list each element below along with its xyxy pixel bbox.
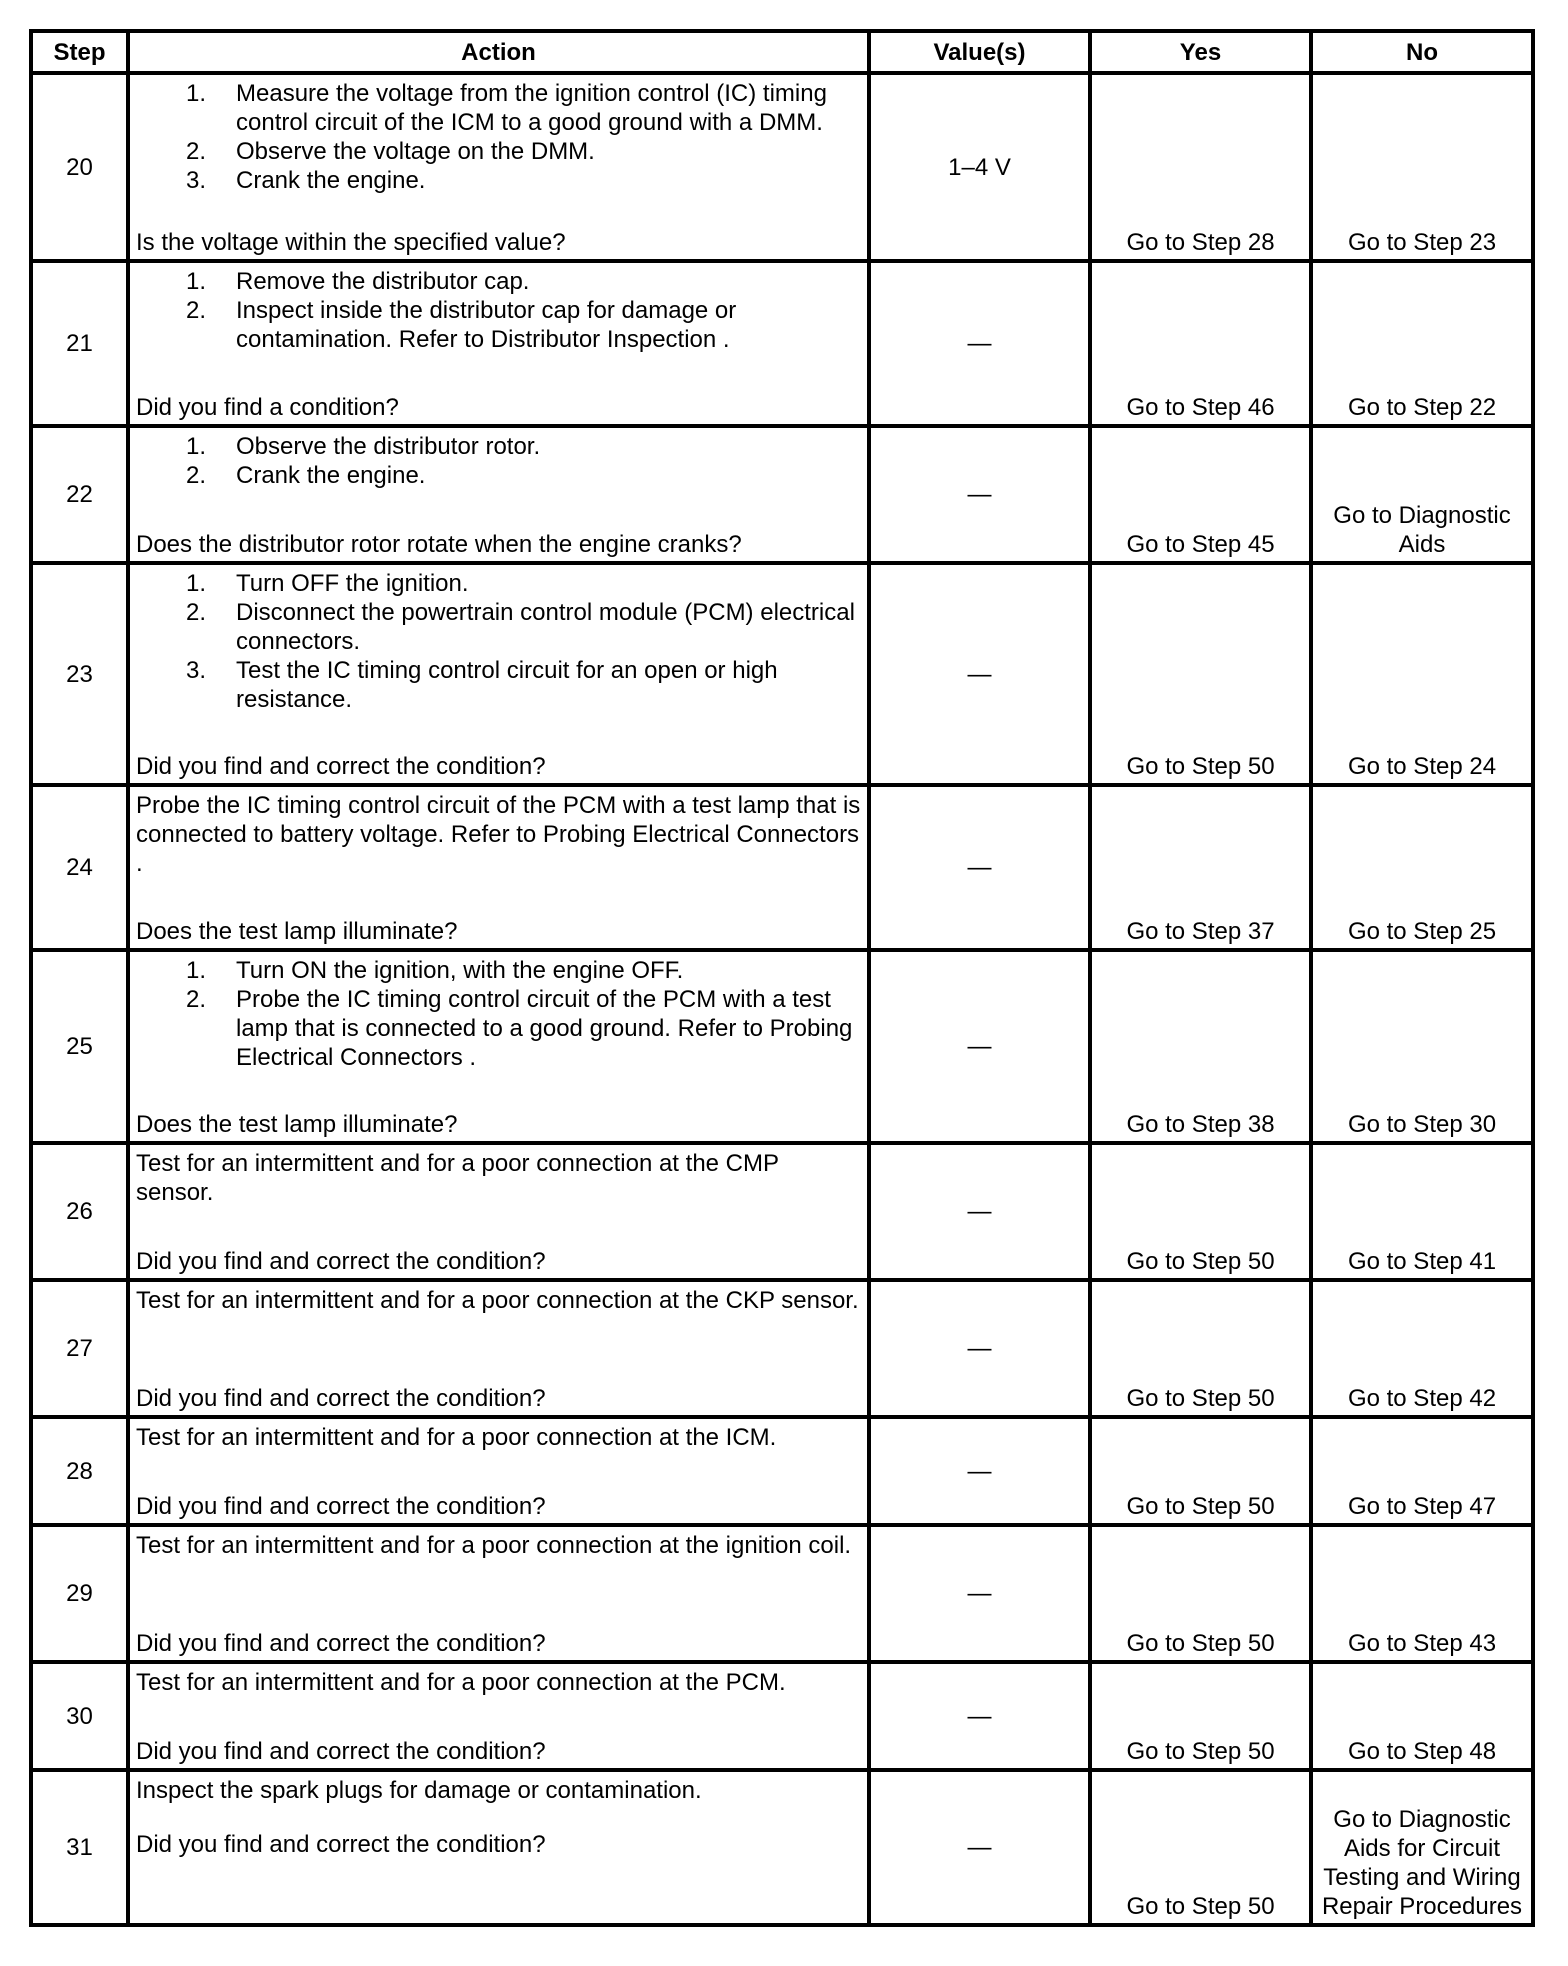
- action-question: Did you find and correct the condition?: [136, 753, 546, 780]
- action-question: Did you find and correct the condition?: [136, 1248, 546, 1275]
- action-cell: [128, 261, 869, 426]
- instruction-text: Turn OFF the ignition.: [236, 570, 469, 597]
- action-content: [130, 787, 867, 948]
- action-content: [130, 1282, 867, 1415]
- value-cell: —: [869, 1525, 1090, 1662]
- no-cell: Go to Step 41: [1311, 1143, 1533, 1280]
- instruction-item: [136, 985, 861, 1072]
- action-question: Did you find and correct the condition?: [136, 1831, 546, 1858]
- instruction-text: Test for an intermittent and for a poor connection at the ICM.: [136, 1424, 777, 1451]
- no-cell: Go to Diagnostic Aids: [1311, 426, 1533, 563]
- instruction-number: 3.: [186, 167, 207, 194]
- no-cell: Go to Step 48: [1311, 1662, 1533, 1770]
- instruction-text: Test for an intermittent and for a poor connection at the ignition coil.: [136, 1532, 852, 1559]
- value-cell: —: [869, 785, 1090, 950]
- instruction-text: Observe the distributor rotor.: [236, 433, 541, 460]
- action-cell: [128, 1525, 869, 1662]
- action-question: Did you find a condition?: [136, 394, 399, 421]
- yes-cell: Go to Step 28: [1090, 73, 1311, 261]
- value-cell: —: [869, 950, 1090, 1143]
- instruction-text: Inspect the spark plugs for damage or contamination.: [136, 1777, 702, 1804]
- no-cell: Go to Step 23: [1311, 73, 1533, 261]
- step-number: 23: [31, 563, 128, 785]
- instruction-text: Probe the IC timing control circuit of the PCM with a test lamp that is connected to a good ground. Refer to Probing Electrical Connectors .: [236, 986, 853, 1071]
- instruction-text: Measure the voltage from the ignition control (IC) timing control circuit of the ICM to a good ground with a DMM.: [236, 80, 827, 136]
- value-cell: —: [869, 1280, 1090, 1417]
- instruction-text: Disconnect the powertrain control module (PCM) electrical connectors.: [236, 599, 855, 655]
- value-cell: —: [869, 1417, 1090, 1525]
- action-question: Is the voltage within the specified value?: [136, 229, 566, 256]
- instruction-list: [136, 956, 861, 1072]
- action-instructions: [136, 956, 861, 1072]
- table-row: [31, 73, 1533, 261]
- instruction-text: Inspect inside the distributor cap for damage or contamination. Refer to Distributor Inspection .: [236, 297, 737, 353]
- no-cell: Go to Step 42: [1311, 1280, 1533, 1417]
- diagnostic-table: [29, 29, 1535, 1927]
- header-action: Action: [128, 31, 869, 73]
- instruction-text: Remove the distributor cap.: [236, 268, 530, 295]
- action-instructions: [136, 1531, 861, 1560]
- table-row: [31, 1525, 1533, 1662]
- instruction-number: 1.: [186, 80, 207, 107]
- yes-cell: Go to Step 38: [1090, 950, 1311, 1143]
- action-content: [130, 263, 867, 424]
- instruction-item: [136, 296, 861, 354]
- action-content: [130, 952, 867, 1141]
- yes-cell: Go to Step 50: [1090, 1662, 1311, 1770]
- table-body: [31, 73, 1533, 1925]
- action-instructions: [136, 791, 861, 878]
- action-instructions: [136, 432, 861, 490]
- no-cell: Go to Step 30: [1311, 950, 1533, 1143]
- action-instructions: [136, 1286, 861, 1315]
- instruction-item: [136, 79, 861, 137]
- instruction-number: 1.: [186, 957, 207, 984]
- action-instructions: [136, 267, 861, 354]
- value-cell: —: [869, 426, 1090, 563]
- instruction-item: [136, 598, 861, 656]
- no-cell: Go to Step 24: [1311, 563, 1533, 785]
- action-instructions: [136, 1423, 861, 1452]
- action-instructions: [136, 1668, 861, 1697]
- header-step: Step: [31, 31, 128, 73]
- instruction-text: Crank the engine.: [236, 167, 426, 194]
- yes-cell: Go to Step 50: [1090, 1525, 1311, 1662]
- instruction-item: [136, 956, 861, 985]
- action-question: Did you find and correct the condition?: [136, 1385, 546, 1412]
- instruction-list: [136, 569, 861, 714]
- table-row: [31, 1143, 1533, 1280]
- action-content: [130, 1664, 867, 1768]
- no-cell: Go to Diagnostic Aids for Circuit Testing and Wiring Repair Procedures: [1311, 1770, 1533, 1925]
- instruction-item: [136, 267, 861, 296]
- instruction-text: Test for an intermittent and for a poor connection at the CMP sensor.: [136, 1150, 779, 1206]
- header-row: [31, 31, 1533, 73]
- action-question: Does the test lamp illuminate?: [136, 918, 458, 945]
- action-cell: [128, 1417, 869, 1525]
- instruction-item: [136, 461, 861, 490]
- table-row: [31, 426, 1533, 563]
- instruction-number: 2.: [186, 297, 207, 324]
- table-row: [31, 1280, 1533, 1417]
- instruction-number: 1.: [186, 570, 207, 597]
- instruction-text: Observe the voltage on the DMM.: [236, 138, 595, 165]
- step-number: 31: [31, 1770, 128, 1925]
- value-cell: —: [869, 563, 1090, 785]
- instruction-item: [136, 166, 861, 195]
- yes-cell: Go to Step 50: [1090, 1143, 1311, 1280]
- action-cell: [128, 563, 869, 785]
- step-number: 28: [31, 1417, 128, 1525]
- instruction-item: [136, 137, 861, 166]
- no-cell: Go to Step 25: [1311, 785, 1533, 950]
- instruction-number: 3.: [186, 657, 207, 684]
- table-row: [31, 950, 1533, 1143]
- action-cell: [128, 950, 869, 1143]
- step-number: 21: [31, 261, 128, 426]
- no-cell: Go to Step 47: [1311, 1417, 1533, 1525]
- value-cell: —: [869, 1662, 1090, 1770]
- header-values: Value(s): [869, 31, 1090, 73]
- step-number: 26: [31, 1143, 128, 1280]
- value-cell: 1–4 V: [869, 73, 1090, 261]
- yes-cell: Go to Step 45: [1090, 426, 1311, 563]
- instruction-list: [136, 432, 861, 490]
- action-cell: [128, 426, 869, 563]
- table-row: [31, 1417, 1533, 1525]
- step-number: 22: [31, 426, 128, 563]
- action-cell: [128, 1280, 869, 1417]
- action-cell: [128, 1662, 869, 1770]
- table-row: [31, 563, 1533, 785]
- action-content: [130, 1527, 867, 1660]
- action-content: [130, 1772, 867, 1923]
- step-number: 25: [31, 950, 128, 1143]
- action-content: [130, 1145, 867, 1278]
- action-cell: [128, 785, 869, 950]
- step-number: 20: [31, 73, 128, 261]
- instruction-text: Test for an intermittent and for a poor connection at the CKP sensor.: [136, 1287, 859, 1314]
- instruction-number: 1.: [186, 268, 207, 295]
- step-number: 30: [31, 1662, 128, 1770]
- action-cell: [128, 1770, 869, 1925]
- instruction-text: Test for an intermittent and for a poor connection at the PCM.: [136, 1669, 786, 1696]
- instruction-item: [136, 432, 861, 461]
- header-yes: Yes: [1090, 31, 1311, 73]
- action-question: Did you find and correct the condition?: [136, 1738, 546, 1765]
- instruction-text: Test the IC timing control circuit for an open or high resistance.: [236, 657, 778, 713]
- action-cell: [128, 1143, 869, 1280]
- action-instructions: [136, 79, 861, 195]
- instruction-item: [136, 569, 861, 598]
- table-row: [31, 1662, 1533, 1770]
- instruction-text: Crank the engine.: [236, 462, 426, 489]
- action-content: [130, 565, 867, 783]
- instruction-number: 2.: [186, 986, 207, 1013]
- table-row: [31, 1770, 1533, 1925]
- action-instructions: [136, 1776, 861, 1805]
- instruction-list: [136, 79, 861, 195]
- no-cell: Go to Step 43: [1311, 1525, 1533, 1662]
- action-instructions: [136, 569, 861, 714]
- table-row: [31, 785, 1533, 950]
- action-question: Did you find and correct the condition?: [136, 1630, 546, 1657]
- instruction-item: [136, 656, 861, 714]
- action-content: [130, 75, 867, 259]
- yes-cell: Go to Step 50: [1090, 1280, 1311, 1417]
- action-cell: [128, 73, 869, 261]
- instruction-number: 2.: [186, 138, 207, 165]
- instruction-number: 1.: [186, 433, 207, 460]
- value-cell: —: [869, 1770, 1090, 1925]
- step-number: 27: [31, 1280, 128, 1417]
- action-content: [130, 1419, 867, 1523]
- header-no: No: [1311, 31, 1533, 73]
- instruction-text: Turn ON the ignition, with the engine OFF.: [236, 957, 684, 984]
- value-cell: —: [869, 261, 1090, 426]
- action-question: Does the distributor rotor rotate when the engine cranks?: [136, 531, 742, 558]
- table-row: [31, 261, 1533, 426]
- step-number: 24: [31, 785, 128, 950]
- value-cell: —: [869, 1143, 1090, 1280]
- action-instructions: [136, 1149, 861, 1207]
- instruction-text: Probe the IC timing control circuit of the PCM with a test lamp that is connected to battery voltage. Refer to Probing Electrical Connectors .: [136, 792, 861, 877]
- step-number: 29: [31, 1525, 128, 1662]
- yes-cell: Go to Step 50: [1090, 1770, 1311, 1925]
- action-question: Does the test lamp illuminate?: [136, 1111, 458, 1138]
- no-cell: Go to Step 22: [1311, 261, 1533, 426]
- yes-cell: Go to Step 50: [1090, 563, 1311, 785]
- yes-cell: Go to Step 50: [1090, 1417, 1311, 1525]
- action-question: Did you find and correct the condition?: [136, 1493, 546, 1520]
- instruction-number: 2.: [186, 462, 207, 489]
- action-content: [130, 428, 867, 561]
- yes-cell: Go to Step 46: [1090, 261, 1311, 426]
- yes-cell: Go to Step 37: [1090, 785, 1311, 950]
- instruction-number: 2.: [186, 599, 207, 626]
- instruction-list: [136, 267, 861, 354]
